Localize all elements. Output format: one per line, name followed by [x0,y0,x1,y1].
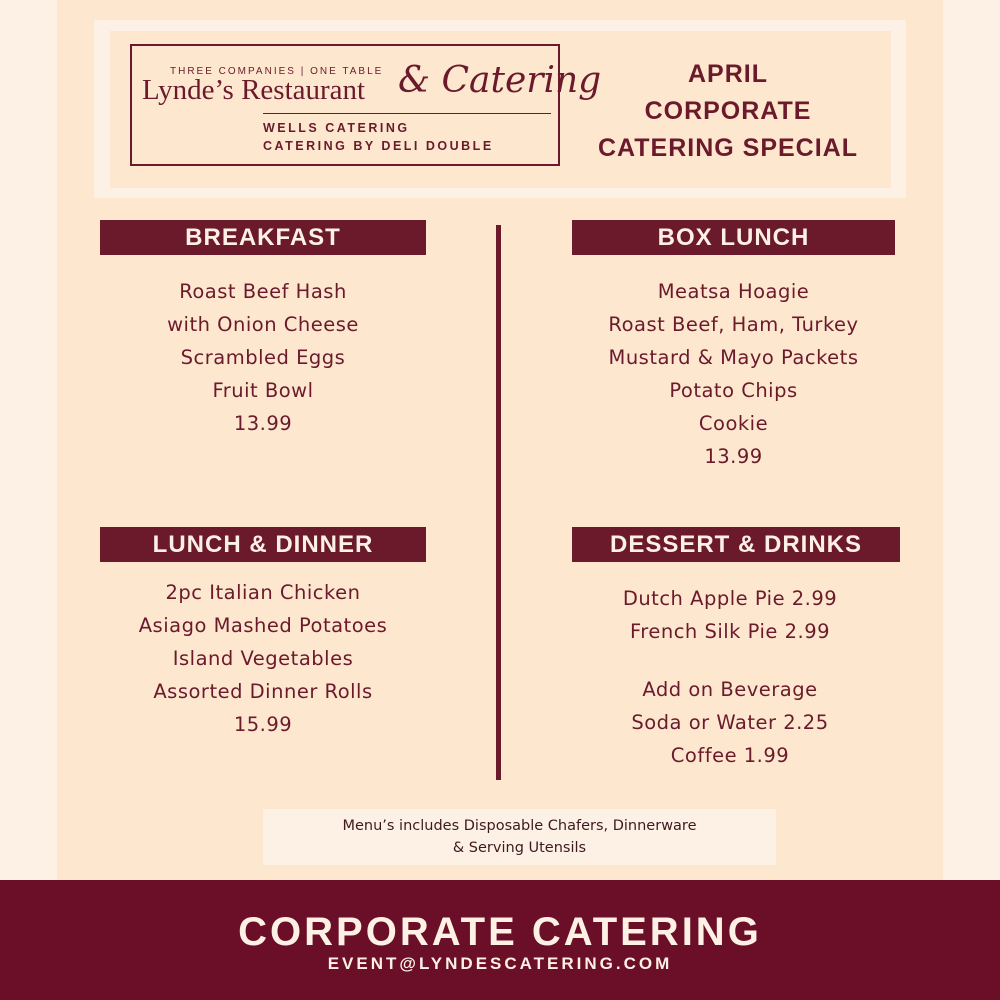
menu-item: Add on Beverage [642,678,818,701]
box-lunch-items [572,275,895,473]
logo-rule [263,113,551,114]
special-line: CATERING SPECIAL [598,134,858,162]
lunch-dinner-heading: LUNCH & DINNER [100,527,426,562]
logo-sub-deli: CATERING BY DELI DOUBLE [263,139,494,153]
logo-script: & Catering [398,60,602,101]
note-line: Menu’s includes Disposable Chafers, Dinnerware [342,818,697,834]
footer-email[interactable]: EVENT@LYNDESCATERING.COM [327,954,673,973]
menu-item: with Onion Cheese [167,313,359,336]
logo-name: Lynde’s Restaurant [142,74,366,106]
dessert-drinks-heading: DESSERT & DRINKS [572,527,900,562]
special-line: CORPORATE [644,97,812,125]
menu-price: 15.99 [233,713,293,736]
logo-tagline: THREE COMPANIES | ONE TABLE [170,66,384,77]
menu-item: 2pc Italian Chicken [165,581,361,604]
menu-item: Roast Beef Hash [179,280,347,303]
breakfast-items [100,275,426,440]
menu-price: 13.99 [704,445,763,468]
breakfast-heading: BREAKFAST [100,220,426,255]
footer-title: CORPORATE CATERING [238,910,762,954]
menu-item: Meatsa Hoagie [657,280,810,303]
box-lunch-heading: BOX LUNCH [572,220,895,255]
menu-item: Fruit Bowl [212,379,314,402]
includes-note [263,809,776,865]
dessert-drinks-items [572,582,888,772]
menu-item: Dutch Apple Pie 2.99 [622,587,838,610]
menu-item: Potato Chips [669,379,798,402]
menu-item: Mustard & Mayo Packets [608,346,859,369]
menu-item: French Silk Pie 2.99 [629,620,831,643]
menu-item: Roast Beef, Ham, Turkey [608,313,859,336]
logo-sub-wells: WELLS CATERING [263,121,410,135]
special-title [578,56,878,167]
menu-item: Coffee 1.99 [670,744,790,767]
menu-item: Asiago Mashed Potatoes [138,614,388,637]
menu-item: Scrambled Eggs [180,346,346,369]
menu-item: Cookie [698,412,769,435]
menu-price: 13.99 [233,412,293,435]
menu-item: Assorted Dinner Rolls [153,680,373,703]
lunch-dinner-items [100,576,426,741]
special-line: APRIL [688,60,768,88]
menu-item: Soda or Water 2.25 [631,711,829,734]
note-line: & Serving Utensils [452,840,587,856]
menu-item: Island Vegetables [172,647,354,670]
center-divider [496,225,501,780]
